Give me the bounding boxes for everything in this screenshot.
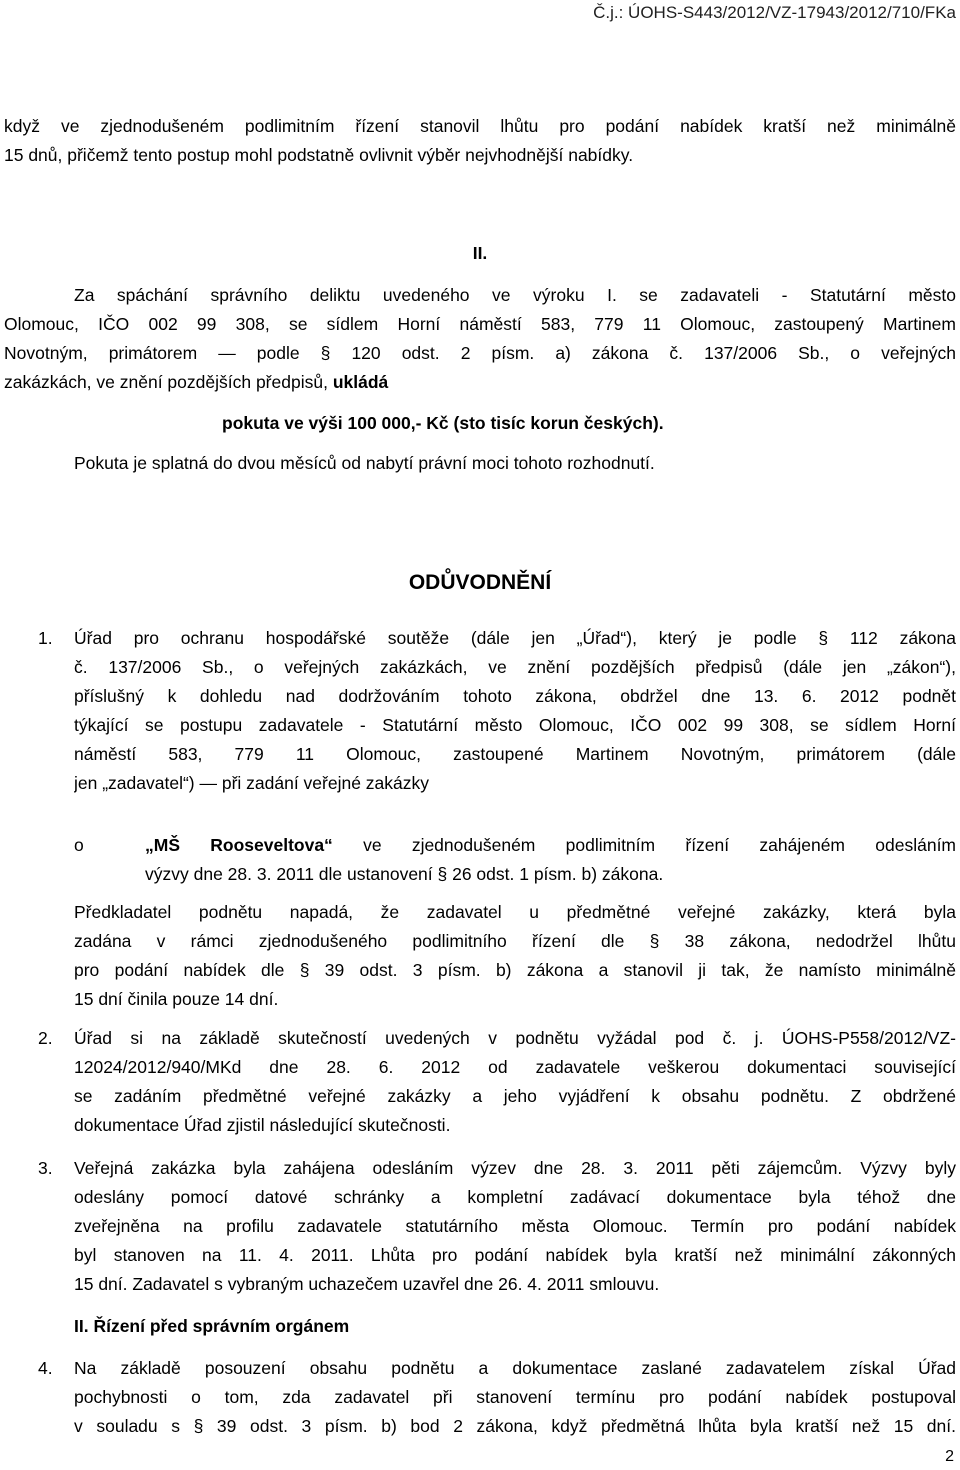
text-line: Úřad si na základě skutečností uvedených v podnětu vyžádal pod č. j. ÚOHS-P558/2012/VZ-	[74, 1028, 956, 1048]
intro-paragraph	[4, 112, 956, 170]
paragraph-4	[74, 1354, 956, 1441]
bullet-item	[145, 831, 956, 889]
text-line: v souladu s § 39 odst. 3 písm. b) bod 2 zákona, když předmětná lhůta byla kratší než 15 dní.	[74, 1416, 956, 1436]
text-line: pochybnosti o tom, zda zadavatel při stanovení termínu pro podání nabídek postupoval	[74, 1387, 956, 1407]
text-line: Na základě posouzení obsahu podnětu a dokumentace zaslané zadavatelem získal Úřad	[74, 1358, 956, 1378]
text-line: zveřejněna na profilu zadavatele statutárního města Olomouc. Termín pro podání nabídek	[74, 1216, 956, 1236]
text-line: 15 dní. Zadavatel s vybraným uchazečem uzavřel dne 26. 4. 2011 smlouvu.	[74, 1274, 660, 1294]
text-line: 15 dnů, přičemž tento postup mohl podstatně ovlivnit výběr nejvhodnější nabídky.	[4, 145, 634, 165]
sub-heading-proceedings: II. Řízení před správním orgánem	[74, 1316, 350, 1336]
text-line: 15 dní činila pouze 14 dní.	[74, 989, 279, 1009]
paragraph-1-continued	[74, 898, 956, 1014]
text-line: když ve zjednodušeném podlimitním řízení stanovil lhůtu pro podání nabídek kratší než minimálně	[4, 116, 956, 136]
paragraph-1	[74, 624, 956, 798]
text-line	[145, 831, 956, 860]
paragraph-2	[74, 1024, 956, 1140]
payment-term: Pokuta je splatná do dvou měsíců od nabytí právní moci tohoto rozhodnutí.	[74, 453, 655, 473]
text-line: dokumentace Úřad zjistil následující skutečnosti.	[74, 1115, 451, 1135]
text-line: odeslány pomocí datové schránky a kompletní zadávací dokumentace byla téhož dne	[74, 1187, 956, 1207]
page-number: 2	[945, 1448, 954, 1465]
text-fragment: ve zjednodušeném podlimitním řízení zahájeném odesláním	[332, 835, 956, 855]
imposes-verb: ukládá	[332, 372, 389, 392]
text-line: byl stanoven na 11. 4. 2011. Lhůta pro podání nabídek byla kratší než minimální zákonných	[74, 1245, 956, 1265]
fine-statement: pokuta ve výši 100 000,- Kč (sto tisíc korun českých).	[222, 413, 664, 433]
text-line: jen „zadavatel“) — při zadání veřejné zakázky	[74, 773, 430, 793]
text-fragment: zakázkách, ve znění pozdějších předpisů,	[4, 372, 333, 392]
contract-title: „MŠ Rooseveltova“	[145, 835, 333, 855]
text-line: Novotným, primátorem — podle § 120 odst. 2 písm. a) zákona č. 137/2006 Sb., o veřejných	[4, 343, 956, 363]
text-line: náměstí 583, 779 11 Olomouc, zastoupené Martinem Novotným, primátorem (dále	[74, 744, 956, 764]
text-line: výzvy dne 28. 3. 2011 dle ustanovení § 26 odst. 1 písm. b) zákona.	[145, 864, 664, 884]
text-line: 12024/2012/940/MKd dne 28. 6. 2012 od zadavatele veškerou dokumentaci související	[74, 1057, 956, 1077]
paragraph-number: 2.	[38, 1028, 53, 1048]
text-line: se zadáním předmětné veřejné zakázky a jeho vyjádření k obsahu podnětu. Z obdržené	[74, 1086, 956, 1106]
text-line	[4, 368, 956, 397]
text-line: Úřad pro ochranu hospodářské soutěže (dále jen „Úřad“), který je podle § 112 zákona	[74, 628, 956, 648]
text-line: Předkladatel podnětu napadá, že zadavatel u předmětné veřejné zakázky, která byla	[74, 902, 956, 922]
section-heading-ii: II.	[472, 243, 488, 263]
reasoning-heading: ODŮVODNĚNÍ	[408, 571, 552, 594]
text-line: Veřejná zakázka byla zahájena odesláním výzev dne 28. 3. 2011 pěti zájemcům. Výzvy byly	[74, 1158, 956, 1178]
paragraph-number: 1.	[38, 628, 53, 648]
paragraph-3	[74, 1154, 956, 1299]
paragraph-number: 4.	[38, 1358, 53, 1378]
text-line: č. 137/2006 Sb., o veřejných zakázkách, ve znění pozdějších předpisů (dále jen „zákon“),	[74, 657, 956, 677]
bullet-marker: o	[74, 835, 84, 855]
text-line: týkající se postupu zadavatele - Statutární město Olomouc, IČO 002 99 308, se sídlem Horní	[74, 715, 956, 735]
text-line: zadána v rámci zjednodušeného podlimitního řízení dle § 38 zákona, nedodržel lhůtu	[74, 931, 956, 951]
document-reference: Č.j.: ÚOHS-S443/2012/VZ-17943/2012/710/FKa	[593, 3, 956, 22]
text-line: Za spáchání správního deliktu uvedeného ve výroku I. se zadavateli - Statutární město	[74, 285, 956, 305]
paragraph-number: 3.	[38, 1158, 53, 1178]
text-line: příslušný k dohledu nad dodržováním tohoto zákona, obdržel dne 13. 6. 2012 podnět	[74, 686, 956, 706]
text-line: pro podání nabídek dle § 39 odst. 3 písm. b) zákona a stanovil ji tak, že namísto minimálně	[74, 960, 956, 980]
text-line: Olomouc, IČO 002 99 308, se sídlem Horní náměstí 583, 779 11 Olomouc, zastoupený Martinem	[4, 314, 956, 334]
section-ii-paragraph	[4, 281, 956, 397]
